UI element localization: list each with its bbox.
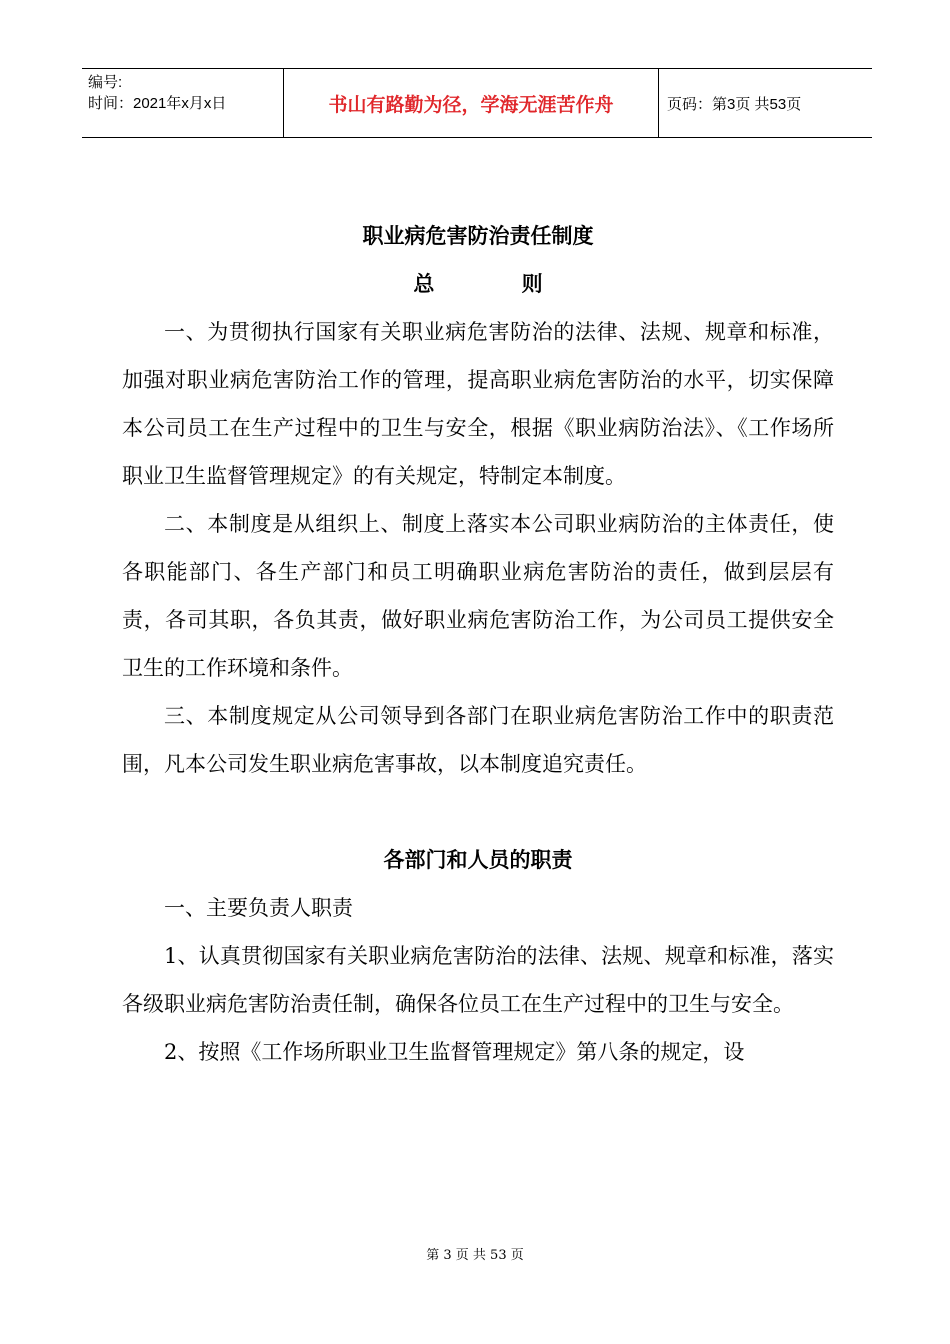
document-title: 职业病危害防治责任制度 (362, 224, 594, 248)
header-page-info: 页码：第3页 共53页 (667, 95, 802, 113)
responsibility-clause-1: 1、认真贯彻国家有关职业病危害防治的法律、法规、规章和标准，落实各级职业病危害防治责任制，确保各位员工在生产过程中的卫生与安全。 (122, 944, 834, 1016)
header-meta (82, 69, 284, 137)
section-spacer (122, 788, 834, 836)
general-paragraph-2: 二、本制度是从组织上、制度上落实本公司职业病防治的主体责任，使各职能部门、各生产部门和员工明确职业病危害防治的责任，做到层层有责，各司其职，各负其责，做好职业病危害防治工作，为公司员工提供安全卫生的工作环境和条件。 (122, 512, 834, 680)
page-footer: 第 3 页 共 53 页 (426, 1248, 524, 1263)
header-motto: 书山有路勤为径，学海无涯苦作舟 (284, 69, 659, 137)
responsibilities-heading: 各部门和人员的职责 (383, 848, 573, 872)
document-number-label: 编号: (88, 74, 123, 91)
general-provisions-heading: 总 则 (413, 272, 583, 296)
responsibility-clause-2: 2、按照《工作场所职业卫生监督管理规定》第八条的规定，设 (164, 1040, 745, 1064)
general-paragraph-3: 三、本制度规定从公司领导到各部门在职业病危害防治工作中的职责范围，凡本公司发生职业病危害事故，以本制度追究责任。 (122, 704, 834, 776)
general-paragraph-1: 一、为贯彻执行国家有关职业病危害防治的法律、法规、规章和标准，加强对职业病危害防治工作的管理，提高职业病危害防治的水平，切实保障本公司员工在生产过程中的卫生与安全，根据《职业病防治法》、《工作场所职业卫生监督管理规定》的有关规定，特制定本制度。 (122, 320, 834, 488)
responsibility-item-heading: 一、主要负责人职责 (164, 896, 353, 920)
document-date: 时间：2021年x月x日 (88, 95, 227, 112)
page-header (82, 68, 872, 138)
document-body (122, 212, 834, 1076)
